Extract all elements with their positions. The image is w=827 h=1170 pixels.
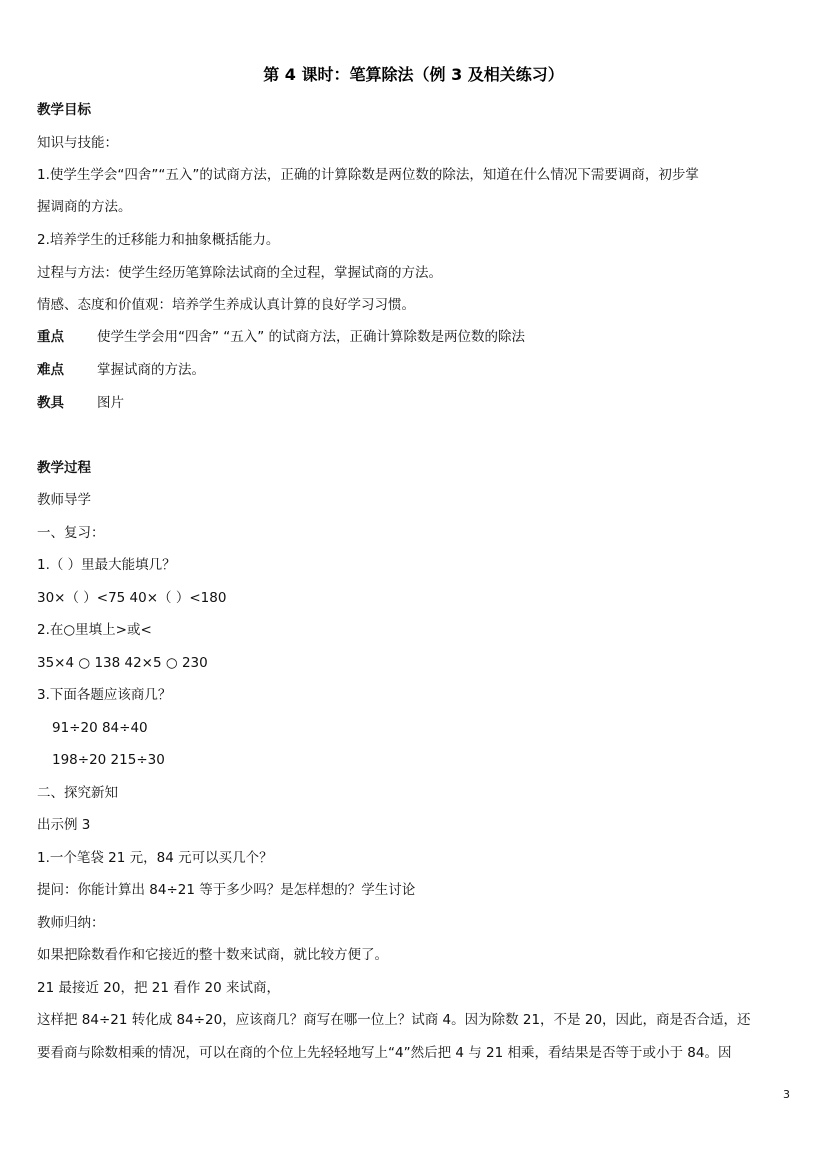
difficulty-row <box>37 361 205 379</box>
goal-2: 2.培养学生的迁移能力和抽象概括能力。 <box>37 232 280 248</box>
tools-row <box>37 394 124 412</box>
ask-question: 提问：你能计算出 84÷21 等于多少吗？是怎样想的？学生讨论 <box>37 882 416 898</box>
key-point-row <box>37 328 525 346</box>
show-example: 出示例 3 <box>37 817 91 833</box>
summary-3-line-2: 要看商与除数相乘的情况，可以在商的个位上先轻轻地写上“4”然后把 4 与 21 相乘，看结果是否等于或小于 84。因 <box>37 1045 732 1061</box>
question-3-items-1: 91÷20 84÷40 <box>52 720 148 736</box>
tools-label: 教具 <box>37 395 64 411</box>
page-number: 3 <box>783 1088 790 1101</box>
question-1-items: 30×（ ）<75 40×（ ）<180 <box>37 590 227 606</box>
review-heading: 一、复习： <box>37 525 105 541</box>
question-3: 3.下面各题应该商几？ <box>37 687 172 703</box>
explore-heading: 二、探究新知 <box>37 785 118 801</box>
question-2: 2.在○里填上>或< <box>37 622 152 638</box>
process-method: 过程与方法：使学生经历笔算除法试商的全过程，掌握试商的方法。 <box>37 265 442 281</box>
goal-1-line-1: 1.使学生学会“四舍”“五入”的试商方法，正确的计算除数是两位数的除法，知道在什么情况下需要调商，初步掌 <box>37 167 699 183</box>
key-text: 使学生学会用“四舍” “五入” 的试商方法，正确计算除数是两位数的除法 <box>97 329 526 345</box>
question-1: 1.（ ）里最大能填几？ <box>37 557 176 573</box>
process-heading: 教学过程 <box>37 460 91 476</box>
summary-1: 如果把除数看作和它接近的整十数来试商，就比较方便了。 <box>37 947 388 963</box>
difficulty-text: 掌握试商的方法。 <box>97 362 205 378</box>
summary-label: 教师归纳： <box>37 915 105 931</box>
example-1: 1.一个笔袋 21 元，84 元可以买几个？ <box>37 850 273 866</box>
summary-2: 21 最接近 20，把 21 看作 20 来试商， <box>37 980 280 996</box>
goals-heading: 教学目标 <box>37 102 91 118</box>
emotion-goal: 情感、态度和价值观：培养学生养成认真计算的良好学习习惯。 <box>37 297 415 313</box>
knowledge-label: 知识与技能： <box>37 135 118 151</box>
difficulty-label: 难点 <box>37 362 64 378</box>
question-2-items: 35×4 ○ 138 42×5 ○ 230 <box>37 655 208 671</box>
tools-text: 图片 <box>97 395 124 411</box>
teacher-guide: 教师导学 <box>37 492 91 508</box>
key-label: 重点 <box>37 329 64 345</box>
summary-3-line-1: 这样把 84÷21 转化成 84÷20，应该商几？商写在哪一位上？试商 4。因为除数 21，不是 20，因此，商是否合适，还 <box>37 1012 751 1028</box>
goal-1-line-2: 握调商的方法。 <box>37 199 132 215</box>
question-3-items-2: 198÷20 215÷30 <box>52 752 165 768</box>
page-title: 第 4 课时：笔算除法（例 3 及相关练习） <box>263 65 564 84</box>
